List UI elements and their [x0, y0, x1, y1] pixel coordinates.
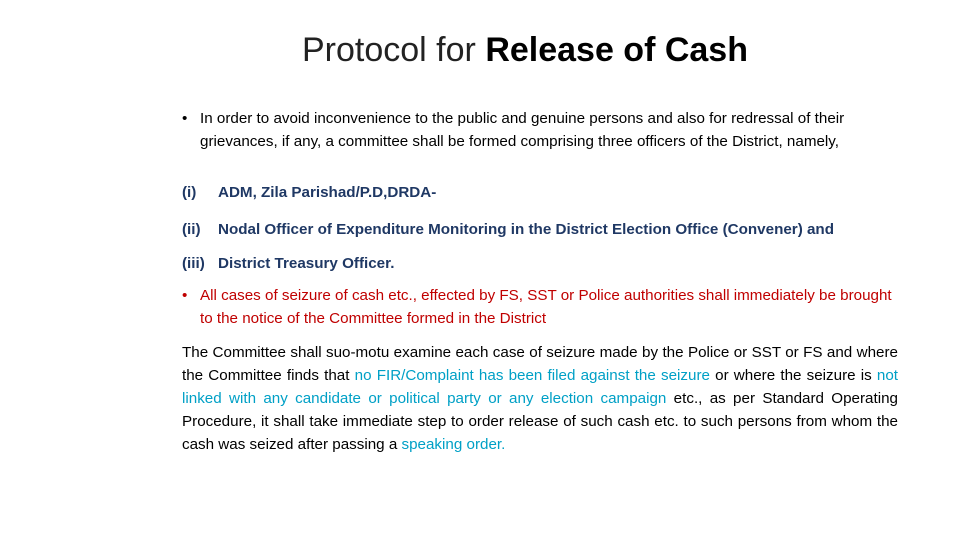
paragraph-highlight: not linked with any candidate or political party or any election campaign [182, 367, 899, 407]
list-item [182, 218, 902, 241]
slide-title [0, 26, 960, 74]
bullet-dot-icon: • [182, 287, 188, 304]
list-item [182, 181, 902, 204]
paragraph-text: or where the seizure is [709, 367, 877, 384]
paragraph-highlight: speaking order. [401, 436, 506, 453]
list-item-text: District Treasury Officer. [218, 255, 395, 272]
list-item-text: Nodal Officer of Expenditure Monitoring in the District Election Office (Convener) and [218, 221, 834, 238]
committee-paragraph [182, 341, 898, 456]
list-item [182, 252, 902, 275]
paragraph-highlight: no FIR/Complaint has been filed against the seizure [354, 367, 710, 384]
paragraph-text: The Committee shall suo-motu examine each case of seizure made by the Police or SST or FS and where the Committee finds that [182, 344, 898, 384]
title-bold-part: Release of Cash [485, 31, 748, 69]
bullet-text: All cases of seizure of cash etc., effected by FS, SST or Police authorities shall immediately be brought to the notice of the Committee formed in the District [200, 287, 892, 327]
list-item-number: (iii) [182, 255, 205, 272]
list-item-number: (ii) [182, 221, 201, 238]
bullet-seizure-cases [182, 284, 902, 330]
title-light-part: Protocol for [302, 31, 476, 69]
bullet-committee-formation [182, 107, 902, 153]
paragraph-text: etc., as per Standard Operating Procedure, it shall take immediate step to order release of such cash etc. to such persons from whom the cash was seized after passing a [182, 390, 898, 453]
bullet-dot-icon: • [182, 110, 188, 127]
list-item-number: (i) [182, 184, 197, 201]
list-item-text: ADM, Zila Parishad/P.D,DRDA- [218, 184, 437, 201]
bullet-text: In order to avoid inconvenience to the public and genuine persons and also for redressal of their grievances, if any, a committee shall be formed comprising three officers of the District, namely, [200, 110, 845, 150]
